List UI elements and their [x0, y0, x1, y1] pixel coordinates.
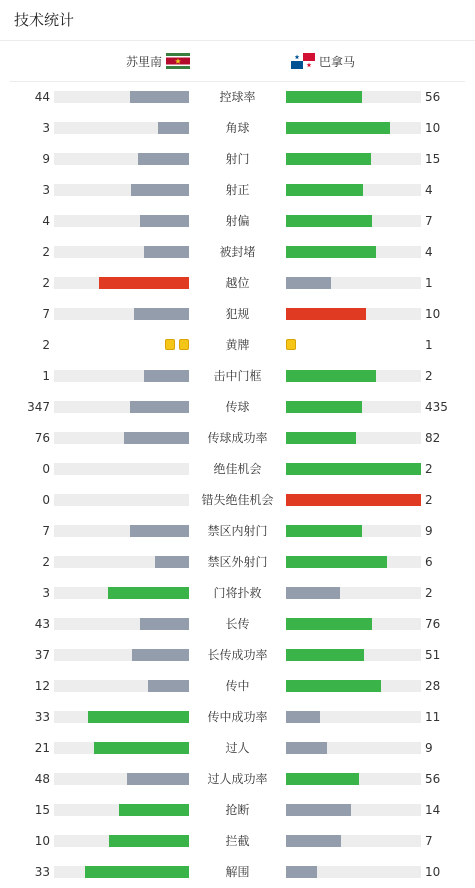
away-stat-bar-fill [286, 370, 376, 382]
away-stat-bar-fill [286, 556, 387, 568]
away-stat-bar-fill [286, 463, 421, 475]
away-team [291, 41, 355, 81]
away-stat-bar-fill [286, 122, 390, 134]
stat-row [0, 237, 475, 268]
away-stat-bar [286, 432, 421, 444]
stat-row [0, 454, 475, 485]
away-stat-bar [286, 649, 421, 661]
stat-row [0, 361, 475, 392]
away-stat-value: 15 [425, 152, 441, 166]
away-stat-value: 28 [425, 679, 441, 693]
stat-label: 长传 [225, 617, 250, 631]
home-stat-value: 1 [42, 369, 50, 383]
stat-row [0, 423, 475, 454]
away-stat-value: 2 [425, 493, 433, 507]
home-stat-value: 2 [42, 245, 50, 259]
home-stat-bar [54, 587, 189, 599]
home-stat-bar-fill [158, 122, 189, 134]
home-stat-bar [54, 308, 189, 320]
home-stat-bar-fill [127, 773, 189, 785]
panama-flag-icon [291, 53, 315, 69]
stat-label: 越位 [225, 276, 250, 290]
yellow-card-icon [179, 339, 189, 350]
away-stat-bar-fill [286, 246, 376, 258]
yellow-card-icon [165, 339, 175, 350]
home-stat-bar-fill [140, 215, 189, 227]
home-stat-bar [54, 401, 189, 413]
home-team-name: 苏里南 [125, 54, 162, 69]
away-stat-bar-fill [286, 91, 362, 103]
stat-row [0, 113, 475, 144]
away-stat-value: 2 [425, 586, 433, 600]
away-stat-bar-fill [286, 866, 317, 878]
stat-row [0, 392, 475, 423]
home-stat-bar-fill [148, 680, 189, 692]
home-stat-bar [54, 804, 189, 816]
away-stat-bar [286, 401, 421, 413]
away-stat-bar [286, 525, 421, 537]
away-stat-bar [286, 835, 421, 847]
away-stat-bar [286, 742, 421, 754]
home-stat-bar-fill [94, 742, 189, 754]
home-team [126, 41, 190, 81]
home-stat-value: 0 [42, 493, 50, 507]
home-stat-bar-fill [130, 91, 189, 103]
stat-label: 门将扑救 [213, 586, 262, 600]
stat-label: 过人成功率 [207, 772, 268, 786]
home-stat-bar-fill [85, 866, 189, 878]
away-stat-bar [286, 680, 421, 692]
home-stat-bar-fill [130, 401, 189, 413]
away-stat-value: 76 [425, 617, 441, 631]
away-stat-bar [286, 184, 421, 196]
away-stat-value: 10 [425, 121, 441, 135]
stat-row [0, 547, 475, 578]
home-stat-value: 44 [34, 90, 50, 104]
away-stat-value: 9 [425, 524, 433, 538]
stat-label: 黄牌 [225, 338, 250, 352]
away-stat-bar-fill [286, 835, 341, 847]
home-stat-bar-fill [132, 649, 189, 661]
home-stat-bar [54, 91, 189, 103]
stat-row [0, 640, 475, 671]
home-stat-bar-fill [144, 370, 189, 382]
home-stat-bar-fill [108, 587, 189, 599]
stat-row [0, 702, 475, 733]
away-stat-bar [286, 773, 421, 785]
home-stat-bar [54, 432, 189, 444]
away-stat-bar-fill [286, 153, 371, 165]
yellow-card-icon [286, 339, 296, 350]
away-stat-bar-fill [286, 494, 421, 506]
away-stat-bar [286, 246, 421, 258]
stat-label: 被封堵 [219, 245, 256, 259]
home-stat-value: 2 [42, 338, 50, 352]
stat-row [0, 299, 475, 330]
home-stat-bar [54, 153, 189, 165]
away-stat-bar-fill [286, 587, 340, 599]
away-stat-bar-fill [286, 277, 331, 289]
home-stat-bar [54, 277, 189, 289]
home-stat-bar-fill [131, 184, 189, 196]
away-stat-value: 11 [425, 710, 441, 724]
home-stat-bar [54, 122, 189, 134]
stat-label: 过人 [225, 741, 250, 755]
home-stat-bar-fill [109, 835, 189, 847]
home-stat-value: 21 [34, 741, 50, 755]
stat-row [0, 144, 475, 175]
stat-row [0, 485, 475, 516]
home-stat-value: 347 [27, 400, 50, 414]
stat-row [0, 82, 475, 113]
home-stat-value: 10 [34, 834, 50, 848]
stat-label: 传中 [225, 679, 250, 693]
away-stat-bar [286, 215, 421, 227]
away-stat-value: 14 [425, 803, 441, 817]
away-stat-bar [286, 370, 421, 382]
away-stat-value: 56 [425, 772, 441, 786]
home-stat-value: 3 [42, 586, 50, 600]
away-stat-bar-fill [286, 401, 362, 413]
home-stat-bar-fill [99, 277, 189, 289]
away-stat-bar [286, 587, 421, 599]
stat-row [0, 609, 475, 640]
away-stat-value: 435 [425, 400, 448, 414]
stat-label: 射偏 [225, 214, 250, 228]
away-stat-bar [286, 463, 421, 475]
stat-row [0, 578, 475, 609]
away-team-name: 巴拿马 [319, 54, 356, 69]
home-stat-value: 7 [42, 524, 50, 538]
home-stat-bar-fill [140, 618, 189, 630]
away-stat-value: 51 [425, 648, 441, 662]
stat-row [0, 268, 475, 299]
home-stat-value: 33 [34, 710, 50, 724]
stat-row [0, 175, 475, 206]
home-stat-bar-fill [138, 153, 189, 165]
home-stat-value: 12 [34, 679, 50, 693]
home-stat-bar [54, 556, 189, 568]
away-stat-bar [286, 494, 421, 506]
home-stat-bar [54, 463, 189, 475]
away-stat-bar-fill [286, 680, 381, 692]
home-stat-bar [54, 215, 189, 227]
stat-label: 解围 [225, 865, 250, 879]
home-stat-value: 2 [42, 555, 50, 569]
stat-label: 传中成功率 [207, 710, 268, 724]
away-stat-bar-fill [286, 184, 363, 196]
away-yellow-cards [286, 339, 296, 351]
away-stat-value: 1 [425, 276, 433, 290]
stat-label: 长传成功率 [207, 648, 268, 662]
home-stat-value: 15 [34, 803, 50, 817]
away-stat-bar [286, 153, 421, 165]
stat-label: 角球 [225, 121, 250, 135]
home-stat-bar-fill [119, 804, 189, 816]
home-stat-bar [54, 866, 189, 878]
home-stat-bar [54, 246, 189, 258]
stat-row [0, 330, 475, 361]
away-stat-bar-fill [286, 711, 320, 723]
stat-row [0, 795, 475, 826]
stat-label: 禁区内射门 [207, 524, 268, 538]
away-stat-bar-fill [286, 649, 364, 661]
away-stat-value: 9 [425, 741, 433, 755]
home-stat-bar-fill [124, 432, 189, 444]
away-stat-bar [286, 91, 421, 103]
away-stat-value: 6 [425, 555, 433, 569]
away-stat-bar-fill [286, 773, 359, 785]
teams-header [10, 41, 465, 82]
home-stat-value: 0 [42, 462, 50, 476]
away-stat-bar [286, 122, 421, 134]
away-stat-bar-fill [286, 525, 362, 537]
section-title [0, 0, 475, 41]
home-stat-value: 9 [42, 152, 50, 166]
home-stat-bar [54, 494, 189, 506]
home-stat-bar [54, 773, 189, 785]
home-stat-bar-fill [88, 711, 189, 723]
home-stat-bar [54, 525, 189, 537]
away-stat-bar [286, 277, 421, 289]
home-stat-value: 3 [42, 183, 50, 197]
home-stat-bar-fill [155, 556, 189, 568]
away-stat-value: 2 [425, 369, 433, 383]
suriname-flag-icon [166, 53, 190, 69]
stat-row [0, 733, 475, 764]
away-stat-bar-fill [286, 215, 372, 227]
away-stat-value: 7 [425, 834, 433, 848]
stat-label: 禁区外射门 [207, 555, 268, 569]
away-stat-bar-fill [286, 804, 351, 816]
home-stat-value: 48 [34, 772, 50, 786]
away-stat-value: 82 [425, 431, 441, 445]
home-stat-bar [54, 649, 189, 661]
away-stat-value: 2 [425, 462, 433, 476]
home-stat-value: 7 [42, 307, 50, 321]
section-title-text: 技术统计 [14, 11, 75, 29]
away-stat-bar-fill [286, 742, 327, 754]
home-stat-bar-fill [134, 308, 189, 320]
stat-label: 射正 [225, 183, 250, 197]
stat-label: 射门 [225, 152, 250, 166]
home-stat-value: 37 [34, 648, 50, 662]
away-stat-bar-fill [286, 432, 356, 444]
away-stat-bar [286, 804, 421, 816]
home-stat-value: 4 [42, 214, 50, 228]
home-stat-value: 33 [34, 865, 50, 879]
away-stat-bar [286, 711, 421, 723]
stat-row [0, 826, 475, 857]
home-stat-value: 76 [34, 431, 50, 445]
away-stat-value: 1 [425, 338, 433, 352]
home-stat-value: 2 [42, 276, 50, 290]
stat-label: 传球成功率 [207, 431, 268, 445]
stat-label: 抢断 [225, 803, 250, 817]
away-stat-value: 4 [425, 245, 433, 259]
home-stat-bar-fill [144, 246, 189, 258]
stat-label: 犯规 [225, 307, 250, 321]
home-stat-bar [54, 618, 189, 630]
home-stat-bar [54, 184, 189, 196]
stat-row [0, 764, 475, 795]
stat-label: 绝佳机会 [213, 462, 262, 476]
away-stat-value: 56 [425, 90, 441, 104]
home-stat-bar [54, 370, 189, 382]
home-stat-bar [54, 835, 189, 847]
away-stat-bar-fill [286, 308, 366, 320]
stat-label: 击中门框 [213, 369, 262, 383]
away-stat-value: 4 [425, 183, 433, 197]
home-stat-value: 43 [34, 617, 50, 631]
stat-label: 拦截 [225, 834, 250, 848]
home-stat-bar-fill [130, 525, 189, 537]
stat-row [0, 516, 475, 547]
stat-label: 传球 [225, 400, 250, 414]
home-stat-bar [54, 742, 189, 754]
away-stat-bar [286, 308, 421, 320]
away-stat-value: 10 [425, 307, 441, 321]
stat-label: 错失绝佳机会 [201, 493, 274, 507]
away-stat-bar-fill [286, 618, 372, 630]
stat-row [0, 671, 475, 702]
home-stat-value: 3 [42, 121, 50, 135]
away-stat-bar [286, 866, 421, 878]
stat-label: 控球率 [219, 90, 256, 104]
away-stat-bar [286, 556, 421, 568]
home-yellow-cards [165, 339, 189, 351]
home-stat-bar [54, 711, 189, 723]
stat-row [0, 206, 475, 237]
away-stat-bar [286, 618, 421, 630]
home-stat-bar [54, 680, 189, 692]
away-stat-value: 7 [425, 214, 433, 228]
stat-row [0, 857, 475, 888]
away-stat-value: 10 [425, 865, 441, 879]
